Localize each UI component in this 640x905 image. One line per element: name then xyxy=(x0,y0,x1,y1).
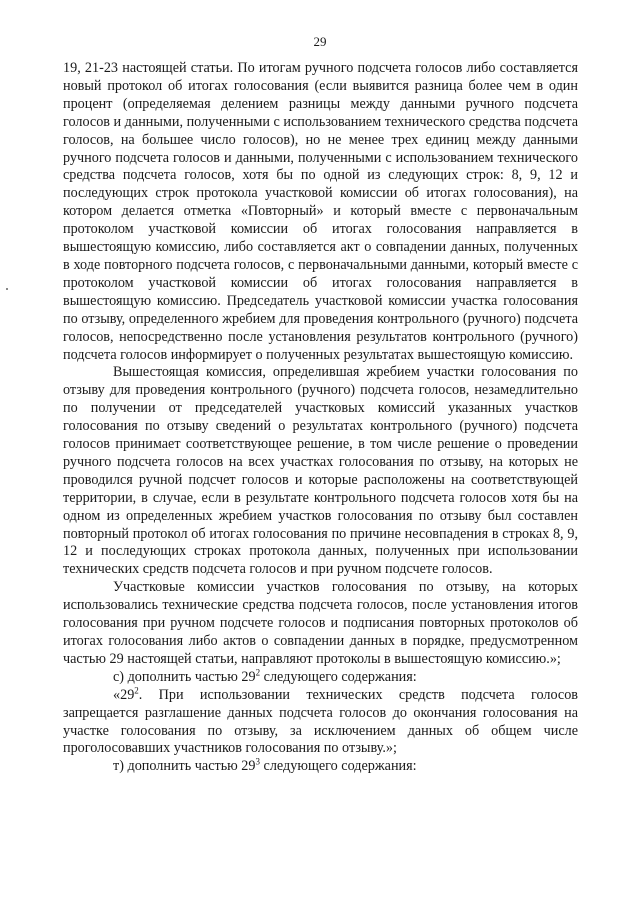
quoted-part-29-2-text: . При использовании технических средств подсчета голосов запрещается разглашение данных подсчета голосов до окончания голосования на участке голосования по отзыву, за исключением данных об общем числе проголосовавших участников голосования по отзыву.»; xyxy=(63,686,578,757)
amendment-t-sup: 3 xyxy=(255,756,260,767)
paragraph-higher-commission: Вышестоящая комиссия, определившая жребием участки голосования по отзыву для проведения контрольного (ручного) подсчета голосов, незамедлительно по получении от председателей участковых комиссий указанных участков голосования по отзыву сведений о результатах контрольного (ручного) подсчета голосов принимает соответствующее решение, в том числе решение о проведении ручного подсчета голосов на всех участках голосования по отзыву, на которых не проводился ручной подсчет голосов и которые расположены на соответствующей территории, в случае, если в результате контрольного подсчета голосов хотя бы на одном из определенных жребием участков голосования по отзыву был составлен повторный протокол об итогах голосования по причине несовпадения в строках 8, 9, 12 и последующих строках протокола данных, полученных при использовании технических средств подсчета голосов и при ручном подсчете голосов. xyxy=(63,364,578,578)
page-number: 29 xyxy=(313,34,327,49)
amendment-c-sup: 2 xyxy=(255,667,261,678)
quoted-part-29-2-sup: 2 xyxy=(134,684,139,695)
amendment-t-tail: следующего содержания: xyxy=(260,758,417,775)
amendment-t xyxy=(63,758,578,776)
amendment-c-tail: следующего содержания: xyxy=(260,668,417,685)
document-body xyxy=(63,60,578,776)
amendment-c-text: с) дополнить частью 29 xyxy=(113,668,256,685)
amendment-t-text: т) дополнить частью 29 xyxy=(113,758,256,775)
amendment-c xyxy=(63,669,578,687)
paragraph-continuation: 19, 21-23 настоящей статьи. По итогам ручного подсчета голосов либо составляется новый протокол об итогах голосования (если выявится разница более чем в один процент (определяемая делением разницы между данными ручного подсчета голосов и данными, полученными с использованием технического средства подсчета голосов, на большее число голосов), но не менее трех единиц между данными ручного подсчета голосов и данными, полученными с использованием технического средства подсчета голосов, хотя бы по одной из следующих строк: 8, 9, 12 и последующих строк протокола участковой комиссии об итогах голосования), на котором делается отметка «Повторный» и который вместе с первоначальным протоколом участковой комиссии об итогах голосования направляется в вышестоящую комиссию, либо составляется акт о совпадении данных, полученных в ходе повторного подсчета голосов, с первоначальными данными, который вместе с протоколом участковой комиссии об итогах голосования направляется в вышестоящую комиссию. Председатель участковой комиссии участка голосования по отзыву, определенного жребием для проведения контрольного (ручного) подсчета голосов, непосредственно после установления результатов контрольного (ручного) подсчета голосов информирует о полученных результатах вышестоящую комиссию. xyxy=(63,60,578,363)
paragraph-precinct-commissions: Участковые комиссии участков голосования по отзыву, на которых использовались технические средства подсчета голосов, после установления итогов голосования при ручном подсчете голосов и подписания повторных протоколов об итогах голосования либо актов о совпадении данных в порядке, предусмотренном частью 29 настоящей статьи, направляют протоколы в вышестоящую комиссию.»; xyxy=(63,579,578,667)
quoted-part-29-2 xyxy=(63,684,578,759)
quoted-part-29-2-open: «29 xyxy=(113,686,135,703)
margin-mark xyxy=(6,288,8,290)
